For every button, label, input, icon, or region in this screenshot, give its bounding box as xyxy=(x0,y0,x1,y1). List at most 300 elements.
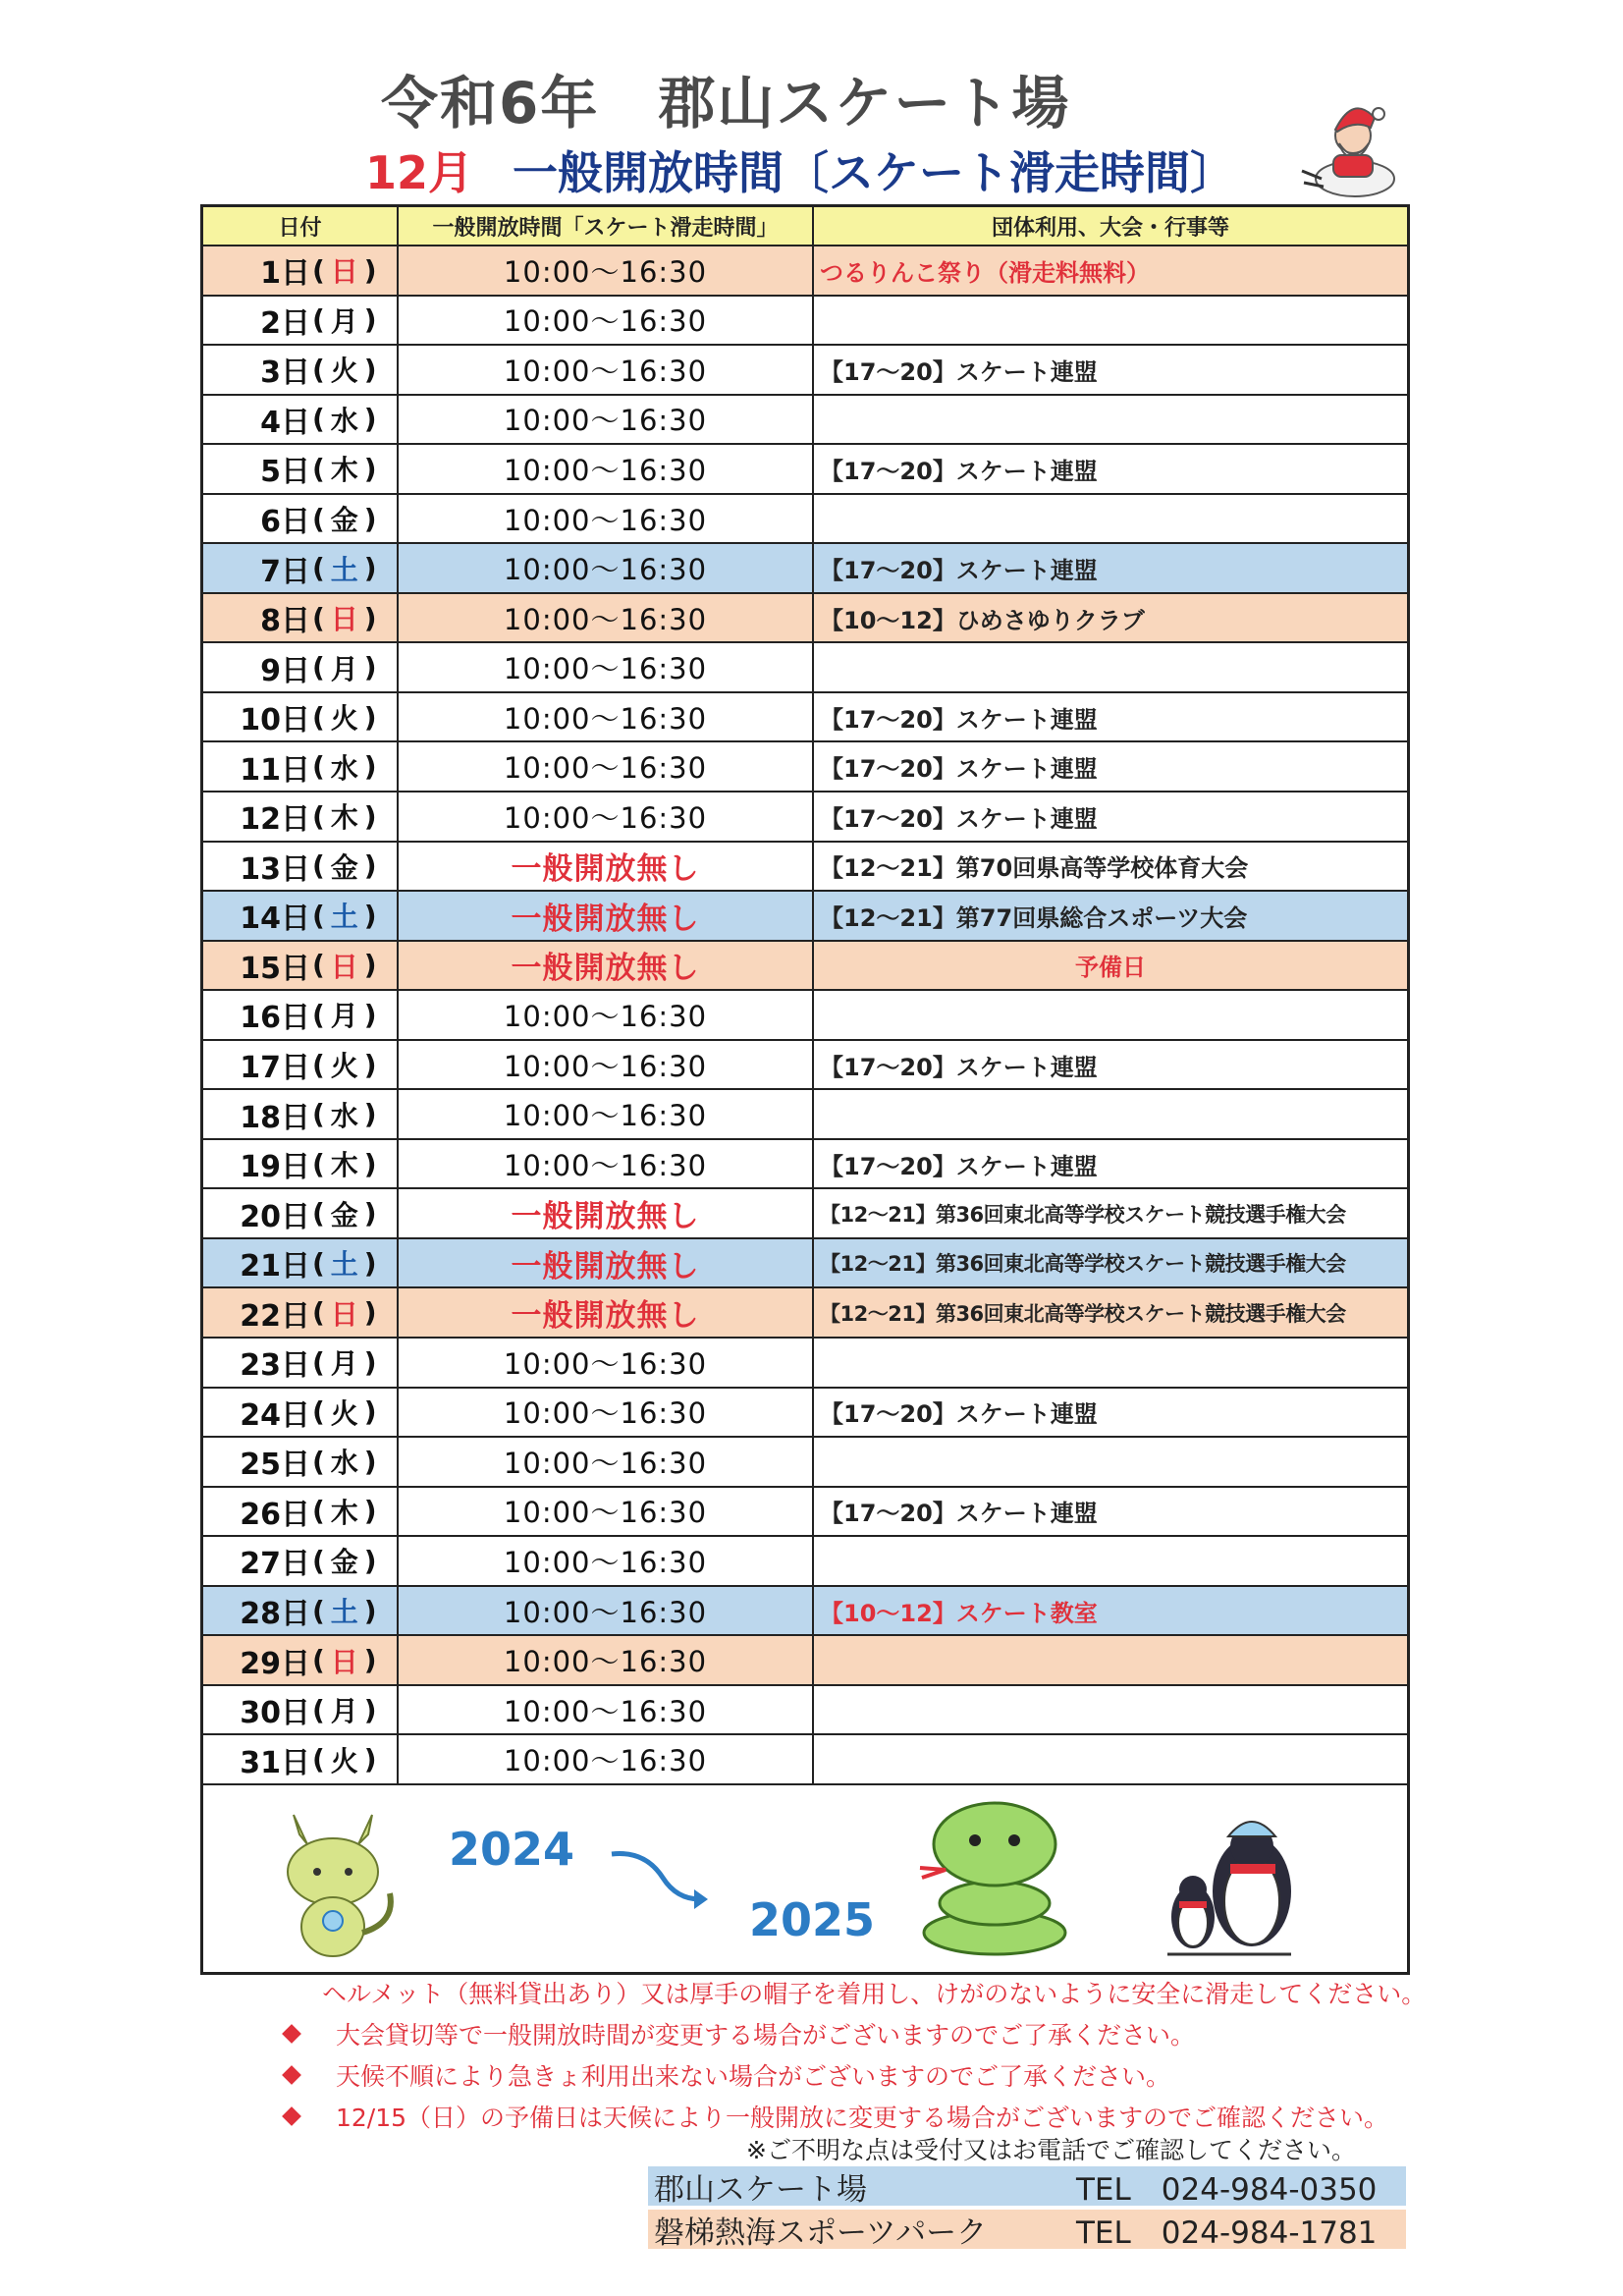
table-row xyxy=(203,1189,1407,1239)
event-text: 【17～20】スケート連盟 xyxy=(820,1152,1098,1180)
event-text: 【17～20】スケート連盟 xyxy=(820,804,1098,833)
paren-open: ( xyxy=(312,849,325,883)
day-number: 24日 xyxy=(240,1397,310,1433)
day-number: 29日 xyxy=(240,1646,310,1681)
open-hours-cell xyxy=(399,445,814,493)
day-number: 9日 xyxy=(260,653,310,688)
event-text: 【17～20】スケート連盟 xyxy=(820,357,1098,386)
paren-close: ) xyxy=(363,1147,377,1180)
weekday: 土 xyxy=(330,901,358,934)
open-hours: 一般開放無し xyxy=(511,1199,700,1235)
table-row xyxy=(203,793,1407,843)
date-cell xyxy=(203,991,399,1039)
event-cell xyxy=(814,544,1407,592)
weekday: 金 xyxy=(330,504,358,536)
open-hours-cell xyxy=(399,1537,814,1585)
paren-open: ( xyxy=(312,651,325,684)
note-text: 12/15（日）の予備日は天候により一般開放に変更する場合がございますのでご確認ください。 xyxy=(336,2104,1389,2132)
open-hours: 10:00～16:30 xyxy=(503,800,708,835)
open-hours: 10:00～16:30 xyxy=(503,1595,708,1629)
open-hours: 10:00～16:30 xyxy=(503,701,708,736)
event-cell xyxy=(814,1140,1407,1188)
table-row xyxy=(203,445,1407,495)
paren-open: ( xyxy=(312,601,325,634)
paren-open: ( xyxy=(312,1296,325,1330)
day-number: 7日 xyxy=(260,554,310,589)
day-number: 27日 xyxy=(240,1547,310,1582)
weekday: 土 xyxy=(330,1248,358,1282)
event-cell xyxy=(814,1488,1407,1536)
day-number: 30日 xyxy=(240,1696,310,1731)
open-hours-cell xyxy=(399,942,814,990)
table-row xyxy=(203,1090,1407,1140)
date-cell xyxy=(203,1438,399,1486)
day-number: 31日 xyxy=(240,1745,310,1780)
paren-open: ( xyxy=(312,998,325,1031)
table-row xyxy=(203,1140,1407,1190)
table-row xyxy=(203,1239,1407,1289)
date-cell xyxy=(203,1189,399,1237)
day-number: 19日 xyxy=(240,1150,310,1185)
event-cell xyxy=(814,396,1407,444)
event-text: 【12～21】第36回東北高等学校スケート競技選手権大会 xyxy=(820,1252,1346,1277)
open-hours: 一般開放無し xyxy=(511,851,700,888)
event-text: 【12～21】第77回県総合スポーツ大会 xyxy=(820,903,1248,932)
table-row xyxy=(203,1587,1407,1637)
event-text: 【17～20】スケート連盟 xyxy=(820,557,1098,585)
open-hours: 一般開放無し xyxy=(511,1248,700,1285)
open-hours: 一般開放無し xyxy=(511,951,700,987)
date-cell xyxy=(203,1537,399,1585)
weekday: 日 xyxy=(330,1645,358,1678)
table-row xyxy=(203,942,1407,992)
diamond-bullet-icon xyxy=(280,1988,290,1997)
day-number: 14日 xyxy=(240,902,310,937)
table-row xyxy=(203,693,1407,743)
open-hours: 一般開放無し xyxy=(511,1298,700,1335)
event-cell xyxy=(814,1537,1407,1585)
open-hours-cell xyxy=(399,643,814,691)
paren-open: ( xyxy=(312,452,325,485)
table-row xyxy=(203,594,1407,644)
header-date: 日付 xyxy=(203,207,399,245)
weekday: 水 xyxy=(330,1447,358,1480)
date-cell xyxy=(203,396,399,444)
event-text: つるりんこ祭り（滑走料無料） xyxy=(820,258,1150,287)
open-hours: 10:00～16:30 xyxy=(503,553,708,587)
open-hours: 10:00～16:30 xyxy=(503,503,708,537)
paren-close: ) xyxy=(363,1445,377,1478)
weekday: 日 xyxy=(330,1297,358,1331)
paren-close: ) xyxy=(363,1345,377,1379)
paren-close: ) xyxy=(363,353,377,386)
weekday: 金 xyxy=(330,850,358,884)
paren-close: ) xyxy=(363,1495,377,1528)
paren-close: ) xyxy=(363,750,377,784)
paren-open: ( xyxy=(312,1048,325,1081)
event-text: 【17～20】スケート連盟 xyxy=(820,1500,1098,1528)
weekday: 火 xyxy=(330,1050,358,1083)
event-cell xyxy=(814,793,1407,841)
table-row xyxy=(203,1686,1407,1736)
event-cell xyxy=(814,643,1407,691)
paren-close: ) xyxy=(363,452,377,485)
date-cell xyxy=(203,594,399,642)
table-row xyxy=(203,742,1407,793)
date-cell xyxy=(203,742,399,791)
event-text: 【17～20】スケート連盟 xyxy=(820,705,1098,734)
page-subtitle xyxy=(365,137,1269,202)
event-cell xyxy=(814,1239,1407,1287)
day-number: 13日 xyxy=(240,851,310,887)
year-from: 2024 xyxy=(449,1822,575,1876)
table-row xyxy=(203,246,1407,297)
table-row xyxy=(203,1041,1407,1091)
paren-close: ) xyxy=(363,1246,377,1280)
header-open-hours: 一般開放時間「スケート滑走時間」 xyxy=(399,207,814,245)
day-number: 15日 xyxy=(240,951,310,986)
note-item xyxy=(281,2013,1420,2054)
weekday: 日 xyxy=(330,950,358,983)
paren-open: ( xyxy=(312,353,325,386)
event-cell xyxy=(814,693,1407,741)
open-hours-cell xyxy=(399,991,814,1039)
paren-open: ( xyxy=(312,1594,325,1627)
weekday: 木 xyxy=(330,801,358,835)
paren-close: ) xyxy=(363,303,377,337)
date-cell xyxy=(203,544,399,592)
paren-close: ) xyxy=(363,253,377,287)
day-number: 17日 xyxy=(240,1051,310,1086)
date-cell xyxy=(203,246,399,295)
paren-close: ) xyxy=(363,1594,377,1627)
date-cell xyxy=(203,942,399,990)
open-hours: 10:00～16:30 xyxy=(503,1049,708,1083)
open-hours-cell xyxy=(399,1735,814,1783)
open-hours: 10:00～16:30 xyxy=(503,1645,708,1679)
paren-open: ( xyxy=(312,552,325,585)
date-cell xyxy=(203,1288,399,1337)
date-cell xyxy=(203,1735,399,1783)
paren-open: ( xyxy=(312,1644,325,1677)
year-to: 2025 xyxy=(749,1892,876,1946)
open-hours-cell xyxy=(399,544,814,592)
contact-koriyama xyxy=(648,2166,1406,2206)
paren-close: ) xyxy=(363,1693,377,1726)
date-cell xyxy=(203,1090,399,1138)
event-cell xyxy=(814,445,1407,493)
paren-close: ) xyxy=(363,1544,377,1577)
open-hours: 10:00～16:30 xyxy=(503,304,708,339)
table-row xyxy=(203,297,1407,347)
weekday: 火 xyxy=(330,1744,358,1777)
day-number: 21日 xyxy=(240,1249,310,1285)
day-number: 20日 xyxy=(240,1199,310,1234)
paren-close: ) xyxy=(363,1048,377,1081)
paren-open: ( xyxy=(312,403,325,436)
table-row xyxy=(203,1288,1407,1339)
event-text: 【10～12】スケート教室 xyxy=(820,1599,1098,1627)
contact-tel: TEL 024-984-0350 xyxy=(1076,2171,1378,2208)
open-hours: 10:00～16:30 xyxy=(503,1396,708,1431)
event-cell xyxy=(814,742,1407,791)
date-cell xyxy=(203,346,399,394)
paren-close: ) xyxy=(363,601,377,634)
weekday: 水 xyxy=(330,751,358,785)
schedule-table xyxy=(200,204,1410,1975)
open-hours-cell xyxy=(399,297,814,345)
weekday: 日 xyxy=(330,603,358,636)
weekday: 月 xyxy=(330,304,358,338)
day-number: 10日 xyxy=(240,703,310,738)
table-row xyxy=(203,1389,1407,1439)
open-hours-cell xyxy=(399,1041,814,1089)
event-text: 【17～20】スケート連盟 xyxy=(820,457,1098,485)
date-cell xyxy=(203,445,399,493)
event-text: 予備日 xyxy=(1075,954,1146,982)
open-hours: 10:00～16:30 xyxy=(503,1148,708,1182)
weekday: 月 xyxy=(330,652,358,685)
date-cell xyxy=(203,693,399,741)
day-number: 22日 xyxy=(240,1298,310,1334)
table-row xyxy=(203,1488,1407,1538)
notes-list xyxy=(281,1972,1427,2137)
paren-open: ( xyxy=(312,1544,325,1577)
date-cell xyxy=(203,793,399,841)
day-number: 26日 xyxy=(240,1497,310,1532)
open-hours: 10:00～16:30 xyxy=(503,1496,708,1530)
open-hours-cell xyxy=(399,1488,814,1536)
day-number: 3日 xyxy=(260,355,310,391)
date-cell xyxy=(203,1488,399,1536)
paren-open: ( xyxy=(312,1693,325,1726)
contact-name: 磐梯熱海スポーツパーク xyxy=(654,2214,988,2251)
paren-close: ) xyxy=(363,1395,377,1429)
table-row xyxy=(203,1636,1407,1686)
weekday: 金 xyxy=(330,1546,358,1579)
open-hours-cell xyxy=(399,693,814,741)
contact-name: 郡山スケート場 xyxy=(654,2171,867,2208)
paren-open: ( xyxy=(312,1445,325,1478)
open-hours-cell xyxy=(399,346,814,394)
open-hours-cell xyxy=(399,892,814,940)
open-hours-cell xyxy=(399,1636,814,1684)
month-label: 12月 xyxy=(365,146,474,199)
event-text: 【10～12】ひめさゆりクラブ xyxy=(820,606,1145,634)
paren-close: ) xyxy=(363,849,377,883)
event-text: 【17～20】スケート連盟 xyxy=(820,755,1098,784)
day-number: 5日 xyxy=(260,455,310,490)
weekday: 木 xyxy=(330,1149,358,1182)
table-header xyxy=(203,207,1407,246)
paren-close: ) xyxy=(363,1743,377,1777)
weekday: 木 xyxy=(330,1496,358,1529)
open-hours-cell xyxy=(399,1090,814,1138)
table-row xyxy=(203,1339,1407,1389)
event-cell xyxy=(814,1389,1407,1437)
open-hours-cell xyxy=(399,1389,814,1437)
date-cell xyxy=(203,643,399,691)
open-hours-cell xyxy=(399,495,814,543)
weekday: 火 xyxy=(330,1396,358,1430)
event-cell xyxy=(814,892,1407,940)
day-number: 16日 xyxy=(240,1001,310,1036)
event-cell xyxy=(814,1735,1407,1783)
paren-open: ( xyxy=(312,1147,325,1180)
open-hours-cell xyxy=(399,793,814,841)
open-hours: 10:00～16:30 xyxy=(503,652,708,686)
open-hours: 10:00～16:30 xyxy=(503,404,708,438)
open-hours: 10:00～16:30 xyxy=(503,999,708,1033)
open-hours: 10:00～16:30 xyxy=(503,1446,708,1480)
paren-open: ( xyxy=(312,1495,325,1528)
open-hours: 一般開放無し xyxy=(511,901,700,937)
weekday: 月 xyxy=(330,1000,358,1033)
day-number: 4日 xyxy=(260,405,310,440)
event-text: 【17～20】スケート連盟 xyxy=(820,1400,1098,1429)
diamond-bullet-icon xyxy=(282,2106,301,2126)
note-item xyxy=(281,1972,1427,2013)
day-number: 1日 xyxy=(260,256,310,292)
event-cell xyxy=(814,297,1407,345)
note-text: 天候不順により急きょ利用出来ない場合がございますのでご了承ください。 xyxy=(336,2062,1171,2091)
day-number: 28日 xyxy=(240,1597,310,1632)
paren-open: ( xyxy=(312,799,325,833)
note-text: 大会貸切等で一般開放時間が変更する場合がございますのでご了承ください。 xyxy=(336,2021,1196,2050)
date-cell xyxy=(203,1636,399,1684)
table-row xyxy=(203,346,1407,396)
open-hours: 10:00～16:30 xyxy=(503,1744,708,1778)
paren-close: ) xyxy=(363,998,377,1031)
header-events: 団体利用、大会・行事等 xyxy=(991,215,1229,241)
date-cell xyxy=(203,1587,399,1635)
date-cell xyxy=(203,1239,399,1287)
open-hours-cell xyxy=(399,1140,814,1188)
paren-open: ( xyxy=(312,1246,325,1280)
open-hours: 10:00～16:30 xyxy=(503,1346,708,1381)
snake-icon xyxy=(900,1795,1087,1962)
paren-open: ( xyxy=(312,899,325,932)
diamond-bullet-icon xyxy=(282,2024,301,2044)
paren-open: ( xyxy=(312,1098,325,1131)
date-cell xyxy=(203,1041,399,1089)
paren-close: ) xyxy=(363,949,377,982)
open-hours-cell xyxy=(399,1288,814,1337)
date-cell xyxy=(203,1389,399,1437)
date-cell xyxy=(203,892,399,940)
day-number: 8日 xyxy=(260,604,310,639)
note-item xyxy=(281,2054,1420,2096)
date-cell xyxy=(203,1686,399,1734)
date-cell xyxy=(203,297,399,345)
event-cell xyxy=(814,1636,1407,1684)
date-cell xyxy=(203,1140,399,1188)
table-row xyxy=(203,843,1407,893)
table-row xyxy=(203,991,1407,1041)
event-cell xyxy=(814,246,1407,295)
event-text: 【12～21】第36回東北高等学校スケート競技選手権大会 xyxy=(820,1301,1346,1326)
day-number: 2日 xyxy=(260,305,310,341)
paren-close: ) xyxy=(363,552,377,585)
paren-close: ) xyxy=(363,899,377,932)
weekday: 金 xyxy=(330,1198,358,1231)
table-row xyxy=(203,544,1407,594)
open-hours-cell xyxy=(399,742,814,791)
day-number: 11日 xyxy=(240,752,310,788)
event-text: 【12～21】第36回東北高等学校スケート競技選手権大会 xyxy=(820,1202,1346,1227)
weekday: 火 xyxy=(330,702,358,736)
paren-close: ) xyxy=(363,651,377,684)
paren-open: ( xyxy=(312,750,325,784)
event-cell xyxy=(814,1288,1407,1337)
contact-tel: TEL 024-984-1781 xyxy=(1076,2214,1378,2251)
open-hours-cell xyxy=(399,1438,814,1486)
paren-open: ( xyxy=(312,949,325,982)
event-cell xyxy=(814,1587,1407,1635)
table-row xyxy=(203,1537,1407,1587)
open-hours-cell xyxy=(399,1189,814,1237)
page-title: 令和6年 郡山スケート場 xyxy=(381,70,1071,137)
table-row xyxy=(203,495,1407,545)
event-cell xyxy=(814,1189,1407,1237)
diamond-bullet-icon xyxy=(282,2065,301,2085)
date-cell xyxy=(203,1339,399,1387)
event-text: 【17～20】スケート連盟 xyxy=(820,1053,1098,1081)
event-cell xyxy=(814,1686,1407,1734)
inquiry-note: ※ご不明な点は受付又はお電話でご確認してください。 xyxy=(746,2136,1356,2164)
event-cell xyxy=(814,843,1407,891)
day-number: 25日 xyxy=(240,1448,310,1483)
open-hours: 10:00～16:30 xyxy=(503,453,708,487)
table-row xyxy=(203,1438,1407,1488)
open-hours: 10:00～16:30 xyxy=(503,254,708,289)
paren-close: ) xyxy=(363,700,377,734)
event-cell xyxy=(814,942,1407,990)
day-number: 18日 xyxy=(240,1100,310,1135)
weekday: 火 xyxy=(330,355,358,388)
weekday: 日 xyxy=(330,255,358,289)
table-row xyxy=(203,892,1407,942)
note-text: ヘルメット（無料貸出あり）又は厚手の帽子を着用し、けがのないように安全に滑走してください。 xyxy=(322,1980,1427,2008)
event-cell xyxy=(814,1041,1407,1089)
table-row xyxy=(203,396,1407,446)
day-number: 12日 xyxy=(240,802,310,838)
subtitle-text: 一般開放時間〔スケート滑走時間〕 xyxy=(513,146,1236,199)
event-cell xyxy=(814,1339,1407,1387)
paren-close: ) xyxy=(363,1644,377,1677)
table-row xyxy=(203,1735,1407,1785)
paren-open: ( xyxy=(312,1395,325,1429)
illustration-area xyxy=(203,1785,1407,1972)
dragon-icon xyxy=(274,1795,402,1962)
contact-bandai-atami xyxy=(648,2210,1406,2249)
open-hours-cell xyxy=(399,246,814,295)
santa-icon xyxy=(1294,84,1412,202)
weekday: 木 xyxy=(330,454,358,487)
paren-close: ) xyxy=(363,403,377,436)
date-cell xyxy=(203,843,399,891)
weekday: 月 xyxy=(330,1695,358,1728)
weekday: 水 xyxy=(330,404,358,437)
paren-close: ) xyxy=(363,1296,377,1330)
arrow-icon xyxy=(606,1844,714,1913)
paren-close: ) xyxy=(363,502,377,535)
open-hours-cell xyxy=(399,396,814,444)
day-number: 23日 xyxy=(240,1348,310,1384)
event-cell xyxy=(814,1090,1407,1138)
event-text: 【12～21】第70回県高等学校体育大会 xyxy=(820,854,1249,883)
paren-open: ( xyxy=(312,1743,325,1777)
